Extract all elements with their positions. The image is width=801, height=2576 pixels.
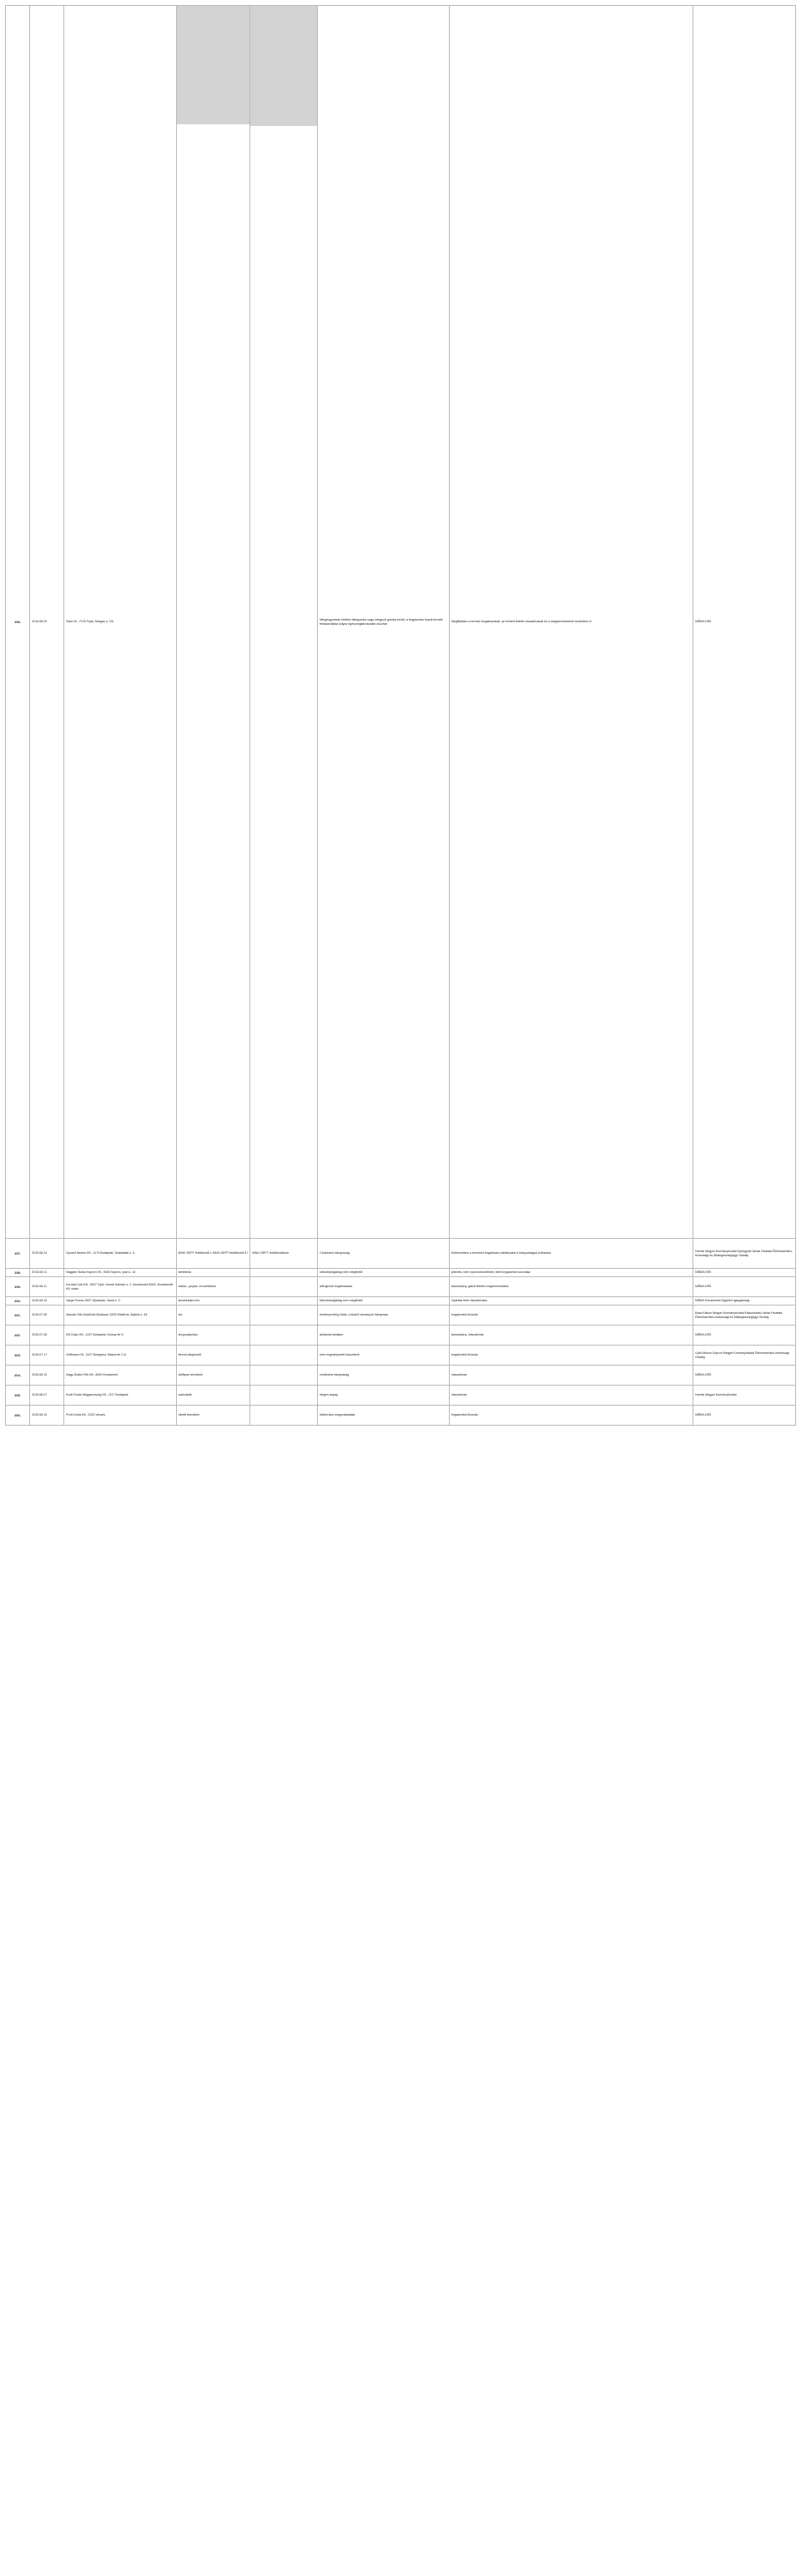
row-data [250, 1386, 318, 1406]
row-measure: jelentés, nem nyomonkövethető, tétel forgalomból kivonása [449, 1269, 693, 1277]
row-data: WNO-SEPT fertőtlenítőszer [250, 1239, 318, 1269]
row-number: 204. [6, 1366, 30, 1386]
row-data [250, 1366, 318, 1386]
row-measure: tanúsítvány, gátolt tételek megsemmisítése [449, 1277, 693, 1297]
register-row [6, 1346, 796, 1366]
product-entry [177, 123, 250, 124]
row-authority: NÉBIH Kecskeméti Ügyeleti Igazgatóság [693, 1297, 796, 1306]
register-row [6, 1406, 796, 1426]
row-failure: idegen anyag [318, 1386, 450, 1406]
row-number: 197. [6, 1239, 30, 1269]
row-authority: Hevesi Megyei Kormányhivatal [693, 1386, 796, 1406]
row-company: Varga Ferenc 2827 Újhartyán, Vasút u. 2. [64, 1297, 176, 1306]
row-company: Kornáti Csíki Kft., 9027 Győr, Kandó Kálmán u. 2. Kecskeméti 6000, Kecskeméti Kft. szám [64, 1277, 176, 1297]
row-date: 2015.08.07 [30, 1386, 64, 1406]
row-date: 2015.08.11 [30, 1269, 64, 1277]
row-failure: nem engedélyezett összetevő [318, 1346, 450, 1366]
row-company: KB Chips Kft., 1037 Budapest, Kolosy tér 5. [64, 1326, 176, 1346]
row-product: burgonyachips [176, 1326, 250, 1346]
row-data [250, 1269, 318, 1277]
row-failure: akrilamid tartalom [318, 1326, 450, 1346]
row-authority: NÉBIH-KÉK [693, 1326, 796, 1346]
row-data [250, 1297, 318, 1306]
date-entry [250, 125, 317, 126]
row-product: kecsketejes túró [176, 1297, 250, 1306]
row-number: 202. [6, 1326, 30, 1346]
row-number: 199. [6, 1277, 30, 1297]
row-failure: címkézési hiányosság [318, 1366, 450, 1386]
row-company: Sasvári Ottó Kiskőrösi Borászat, 6200 Kiskőrös, Akácfa u. 34. [64, 1306, 176, 1326]
row-product: csirke-, pulyka- és sertéshús [176, 1277, 250, 1297]
row-measure: Megtiltottam a termék forgalmazását, az érintett tételek visszahívását és a megsemmisítését rendeltem el [449, 6, 693, 1239]
row-date: 2015.08.10 [30, 1297, 64, 1306]
row-product: mirelit termékek [176, 1406, 250, 1426]
row-company: Sola Kft., 7133 Fadd, Margas u. 2/b [64, 6, 176, 1239]
register-row [6, 1269, 796, 1277]
register-row [6, 1306, 796, 1326]
row-failure: Címkézési hiányosság [318, 1239, 450, 1269]
row-dates [250, 6, 318, 1239]
row-failure: Mikrobiológiailag nem megfelelő [318, 1297, 450, 1306]
row-date: 2015.08.20 [30, 6, 64, 1239]
row-failure: Mérgesgombás ételben tőkegomba vagy mérgező gomba került, a forgalomba hozott termék felhasználása súlyos egészségkárosodást okozhat [318, 6, 450, 1239]
row-date: 2015.08.10 [30, 1406, 64, 1426]
register-row [6, 1366, 796, 1386]
row-product: WNO-SEPT fertőtlenítő 1 WNO-SEPT fertőtlenítő 5 l [176, 1239, 250, 1269]
register-row [6, 1277, 796, 1297]
row-products [176, 6, 250, 1239]
row-measure: visszahívás [449, 1366, 693, 1386]
row-product: étrend-kiegészítő [176, 1346, 250, 1366]
register-row [6, 1297, 796, 1306]
row-authority: NÉBIH-KÉK [693, 1406, 796, 1426]
row-failure: érzékszervileg hibás, a kísérő okmányok hiányosak [318, 1306, 450, 1326]
register-row [6, 6, 796, 1239]
row-authority: NÉBIH-KÉK [693, 6, 796, 1239]
row-company: Kraft Foods Magyarország Kft., 1117 Budapest [64, 1386, 176, 1406]
row-data [250, 1306, 318, 1326]
row-authority: Győr-Moson-Sopron Megyei Kormányhivatal Élelmiszerlánc-biztonsági Osztály [693, 1346, 796, 1366]
row-failure: mikrobiológiailag nem megfelelő [318, 1269, 450, 1277]
row-date: 2015.08.24 [30, 1239, 64, 1269]
row-measure: forgalomból kivonás [449, 1306, 693, 1326]
row-number: 201. [6, 1306, 30, 1326]
row-date: 2015.08.11 [30, 1277, 64, 1297]
register-row [6, 1239, 796, 1269]
row-measure: forgalomból kivonás [449, 1346, 693, 1366]
row-date: 2015.07.17 [30, 1346, 64, 1366]
row-authority: NÉBIH-KÉK [693, 1269, 796, 1277]
register-row [6, 1326, 796, 1346]
row-company: Profi Ceuta Kft., 2220 Vecsés [64, 1406, 176, 1426]
row-authority: Hevesi Megyei Kormányhivatal Gyöngyösi Járási Hivatala Élelmiszerlánc-biztonsági és Állategészségügyi Osztály [693, 1239, 796, 1269]
row-company: Gyorsít Hentes Kft., 1174 Budapest, Szabadkai u. 5. [64, 1239, 176, 1269]
row-measure: tanúsítvány, visszahívás [449, 1326, 693, 1346]
recall-register-table [5, 5, 796, 1426]
row-date: 2015.07.28 [30, 1306, 64, 1326]
row-authority: NÉBIH-KÉK [693, 1366, 796, 1386]
row-company: Nagyker Burka Sopron Kft., 9400 Sopron, Ipari u. 14 [64, 1269, 176, 1277]
row-authority: Bács-Kiskun Megyei Kormányhivatal Kiskunhalasi Járási Hivatala Élelmiszerlánc-biztonsági és Állategészségügyi Osztály [693, 1306, 796, 1326]
row-number: 196. [6, 6, 30, 1239]
register-page [5, 5, 796, 1426]
row-measure: forgalomból kivonás [449, 1406, 693, 1426]
row-company: Griffmaxx Kft., 1107 Budapest, Mázsa tér 2-6. [64, 1346, 176, 1366]
row-number: 205. [6, 1386, 30, 1406]
row-data [250, 1346, 318, 1366]
row-product: bor [176, 1306, 250, 1326]
row-number: 198. [6, 1269, 30, 1277]
row-number: 206. [6, 1406, 30, 1426]
row-data [250, 1406, 318, 1426]
row-date: 2015.07.28 [30, 1326, 64, 1346]
row-failure: hűtési lánc megszakadása [318, 1406, 450, 1426]
row-failure: allergének forgalmazása [318, 1277, 450, 1297]
row-product: sertéshús [176, 1269, 250, 1277]
row-product: sütőipari termékek [176, 1366, 250, 1386]
row-number: 200. [6, 1297, 30, 1306]
row-measure: Gyártási tétel visszahívása [449, 1297, 693, 1306]
row-data [250, 1326, 318, 1346]
row-date: 2015.08.10 [30, 1366, 64, 1386]
row-number: 203. [6, 1346, 30, 1366]
row-company: Nagy-Szabó Pék Kft., 6000 Kecskemét [64, 1366, 176, 1386]
row-authority: NÉBIH-KÉK [693, 1277, 796, 1297]
row-product: csokoládé [176, 1386, 250, 1406]
row-measure: visszahívás [449, 1386, 693, 1406]
row-data [250, 1277, 318, 1297]
register-row [6, 1386, 796, 1406]
row-measure: Kötelezettem a terméket forgalmazó vállalkozást a hiányosságok pótlására [449, 1239, 693, 1269]
